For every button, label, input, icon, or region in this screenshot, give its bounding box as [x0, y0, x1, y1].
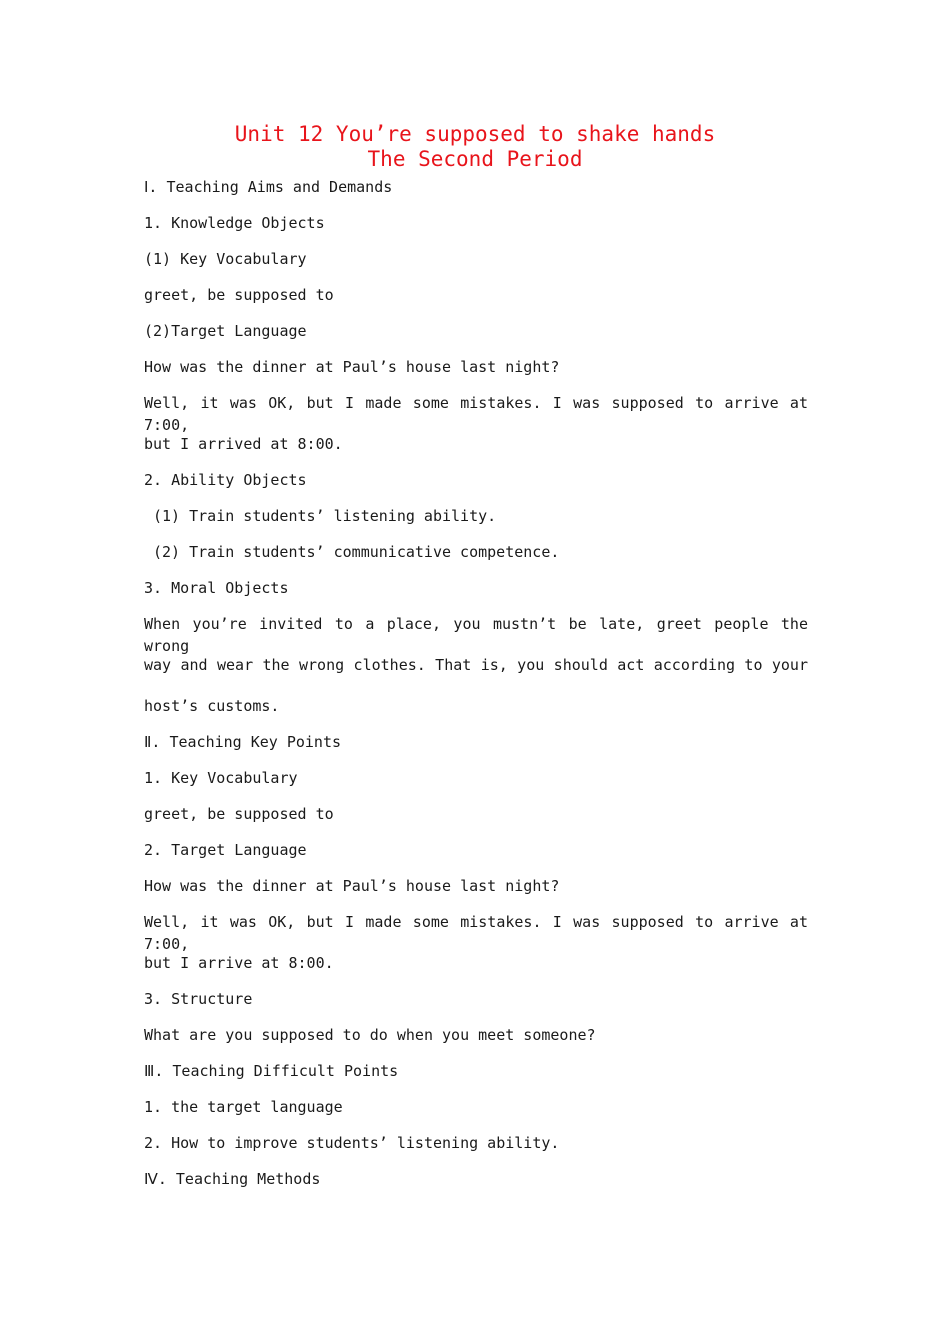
subheading-structure: 3. Structure	[144, 990, 253, 1008]
paragraph-line: greet, be supposed to	[144, 286, 334, 304]
subheading-target-language: 2. Target Language	[144, 841, 307, 859]
paragraph-line: host’s customs.	[144, 697, 280, 715]
paragraph-line: When you’re invited to a place, you mustn’t be late, greet people the wrong	[144, 615, 808, 655]
paragraph-line: but I arrived at 8:00.	[144, 435, 343, 453]
section-heading-key-points: Ⅱ. Teaching Key Points	[144, 733, 342, 751]
subheading-key-vocabulary: 1. Key Vocabulary	[144, 769, 298, 787]
title-block	[0, 122, 950, 172]
list-item: (2) Train students’ communicative competence.	[153, 543, 560, 561]
document-title: Unit 12 You’re supposed to shake hands	[234, 122, 716, 146]
section-heading-difficult-points: Ⅲ. Teaching Difficult Points	[144, 1062, 399, 1080]
paragraph-line: way and wear the wrong clothes. That is, you should act according to your	[144, 656, 808, 674]
list-item: 2. How to improve students’ listening ability.	[144, 1134, 560, 1152]
section-heading-aims: Ⅰ. Teaching Aims and Demands	[144, 178, 393, 196]
subheading-knowledge-objects: 1. Knowledge Objects	[144, 214, 325, 232]
subheading-target-language: (2)Target Language	[144, 322, 307, 340]
paragraph-line: How was the dinner at Paul’s house last night?	[144, 358, 560, 376]
document-body	[144, 176, 808, 1204]
list-item: (1) Train students’ listening ability.	[153, 507, 497, 525]
paragraph-line: How was the dinner at Paul’s house last night?	[144, 877, 560, 895]
subheading-key-vocabulary: (1) Key Vocabulary	[144, 250, 307, 268]
paragraph-line: Well, it was OK, but I made some mistakes. I was supposed to arrive at 7:00,	[144, 913, 808, 953]
section-heading-teaching-methods: Ⅳ. Teaching Methods	[144, 1170, 321, 1188]
paragraph-line: What are you supposed to do when you meet someone?	[144, 1026, 596, 1044]
paragraph-line: but I arrive at 8:00.	[144, 954, 334, 972]
document-subtitle: The Second Period	[367, 147, 583, 171]
subheading-moral-objects: 3. Moral Objects	[144, 579, 289, 597]
subheading-ability-objects: 2. Ability Objects	[144, 471, 307, 489]
paragraph-line: greet, be supposed to	[144, 805, 334, 823]
paragraph-line: Well, it was OK, but I made some mistakes. I was supposed to arrive at 7:00,	[144, 394, 808, 434]
list-item: 1. the target language	[144, 1098, 343, 1116]
